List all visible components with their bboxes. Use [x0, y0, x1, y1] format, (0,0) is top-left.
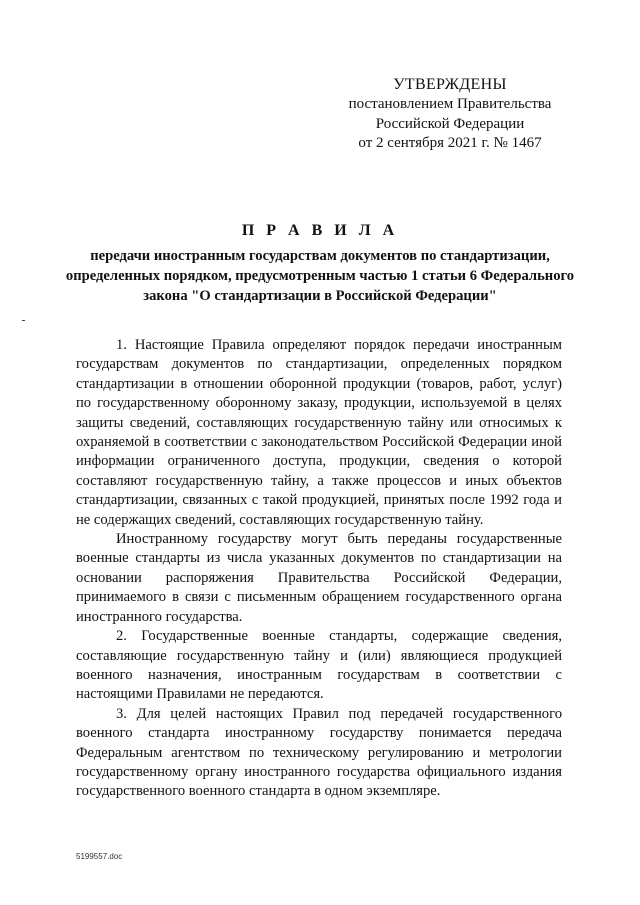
approval-line-1: постановлением Правительства: [348, 96, 552, 112]
approval-line-3: от 2 сентября 2021 г. № 1467: [358, 135, 542, 151]
paragraph-1: 1. Настоящие Правила определяют порядок передачи иностранным государствам документов по стандартизации, определенных порядком стандартизации в отношении оборонной продукции (товаров, работ, услуг) по государственному оборонному заказу, продукции, используемой в целях защиты сведений, составляющих государственную тайну или относимых к охраняемой в соответствии с законодательством Российской Федерации иной информации ограниченного доступа, продукции, сведения о которой составляют государственную тайну, а также процессов и иных объектов стандартизации, связанных с такой продукцией, принятых после 1992 года и не содержащих сведений, составляющих государственную тайну.: [76, 337, 562, 528]
paragraph-2: Иностранному государству могут быть переданы государственные военные стандарты из числа указанных документов по стандартизации на основании распоряжения Правительства Российской Федерации, принимаемого в связи с письменным обращением государственного органа иностранного государства.: [76, 531, 562, 625]
approval-heading: УТВЕРЖДЕНЫ: [393, 76, 507, 93]
paragraph-3: 2. Государственные военные стандарты, содержащие сведения, составляющие государственную тайну и (или) являющиеся продукцией военного назначения, иностранным государствам в соответствии с настоящими Правилами не передаются.: [76, 628, 562, 703]
document-subtitle: передачи иностранным государствам документов по стандартизации, определенных порядком, предусмотренным частью 1 статьи 6 Федерального закона "О стандартизации в Российской Федерации": [65, 248, 575, 304]
document-body: [76, 336, 562, 802]
document-title: П Р А В И Л А: [241, 222, 399, 239]
margin-mark: [22, 320, 25, 321]
file-reference: 5199557.doc: [76, 852, 123, 861]
approval-line-2: Российской Федерации: [375, 115, 525, 132]
paragraph-4: 3. Для целей настоящих Правил под передачей государственного военного стандарта иностранному государству понимается передача Федеральным агентством по техническому регулированию и метрологии государственному органу иностранного государства официального издания государственного военного стандарта в одном экземпляре.: [76, 705, 562, 800]
approval-stamp: [340, 74, 560, 154]
